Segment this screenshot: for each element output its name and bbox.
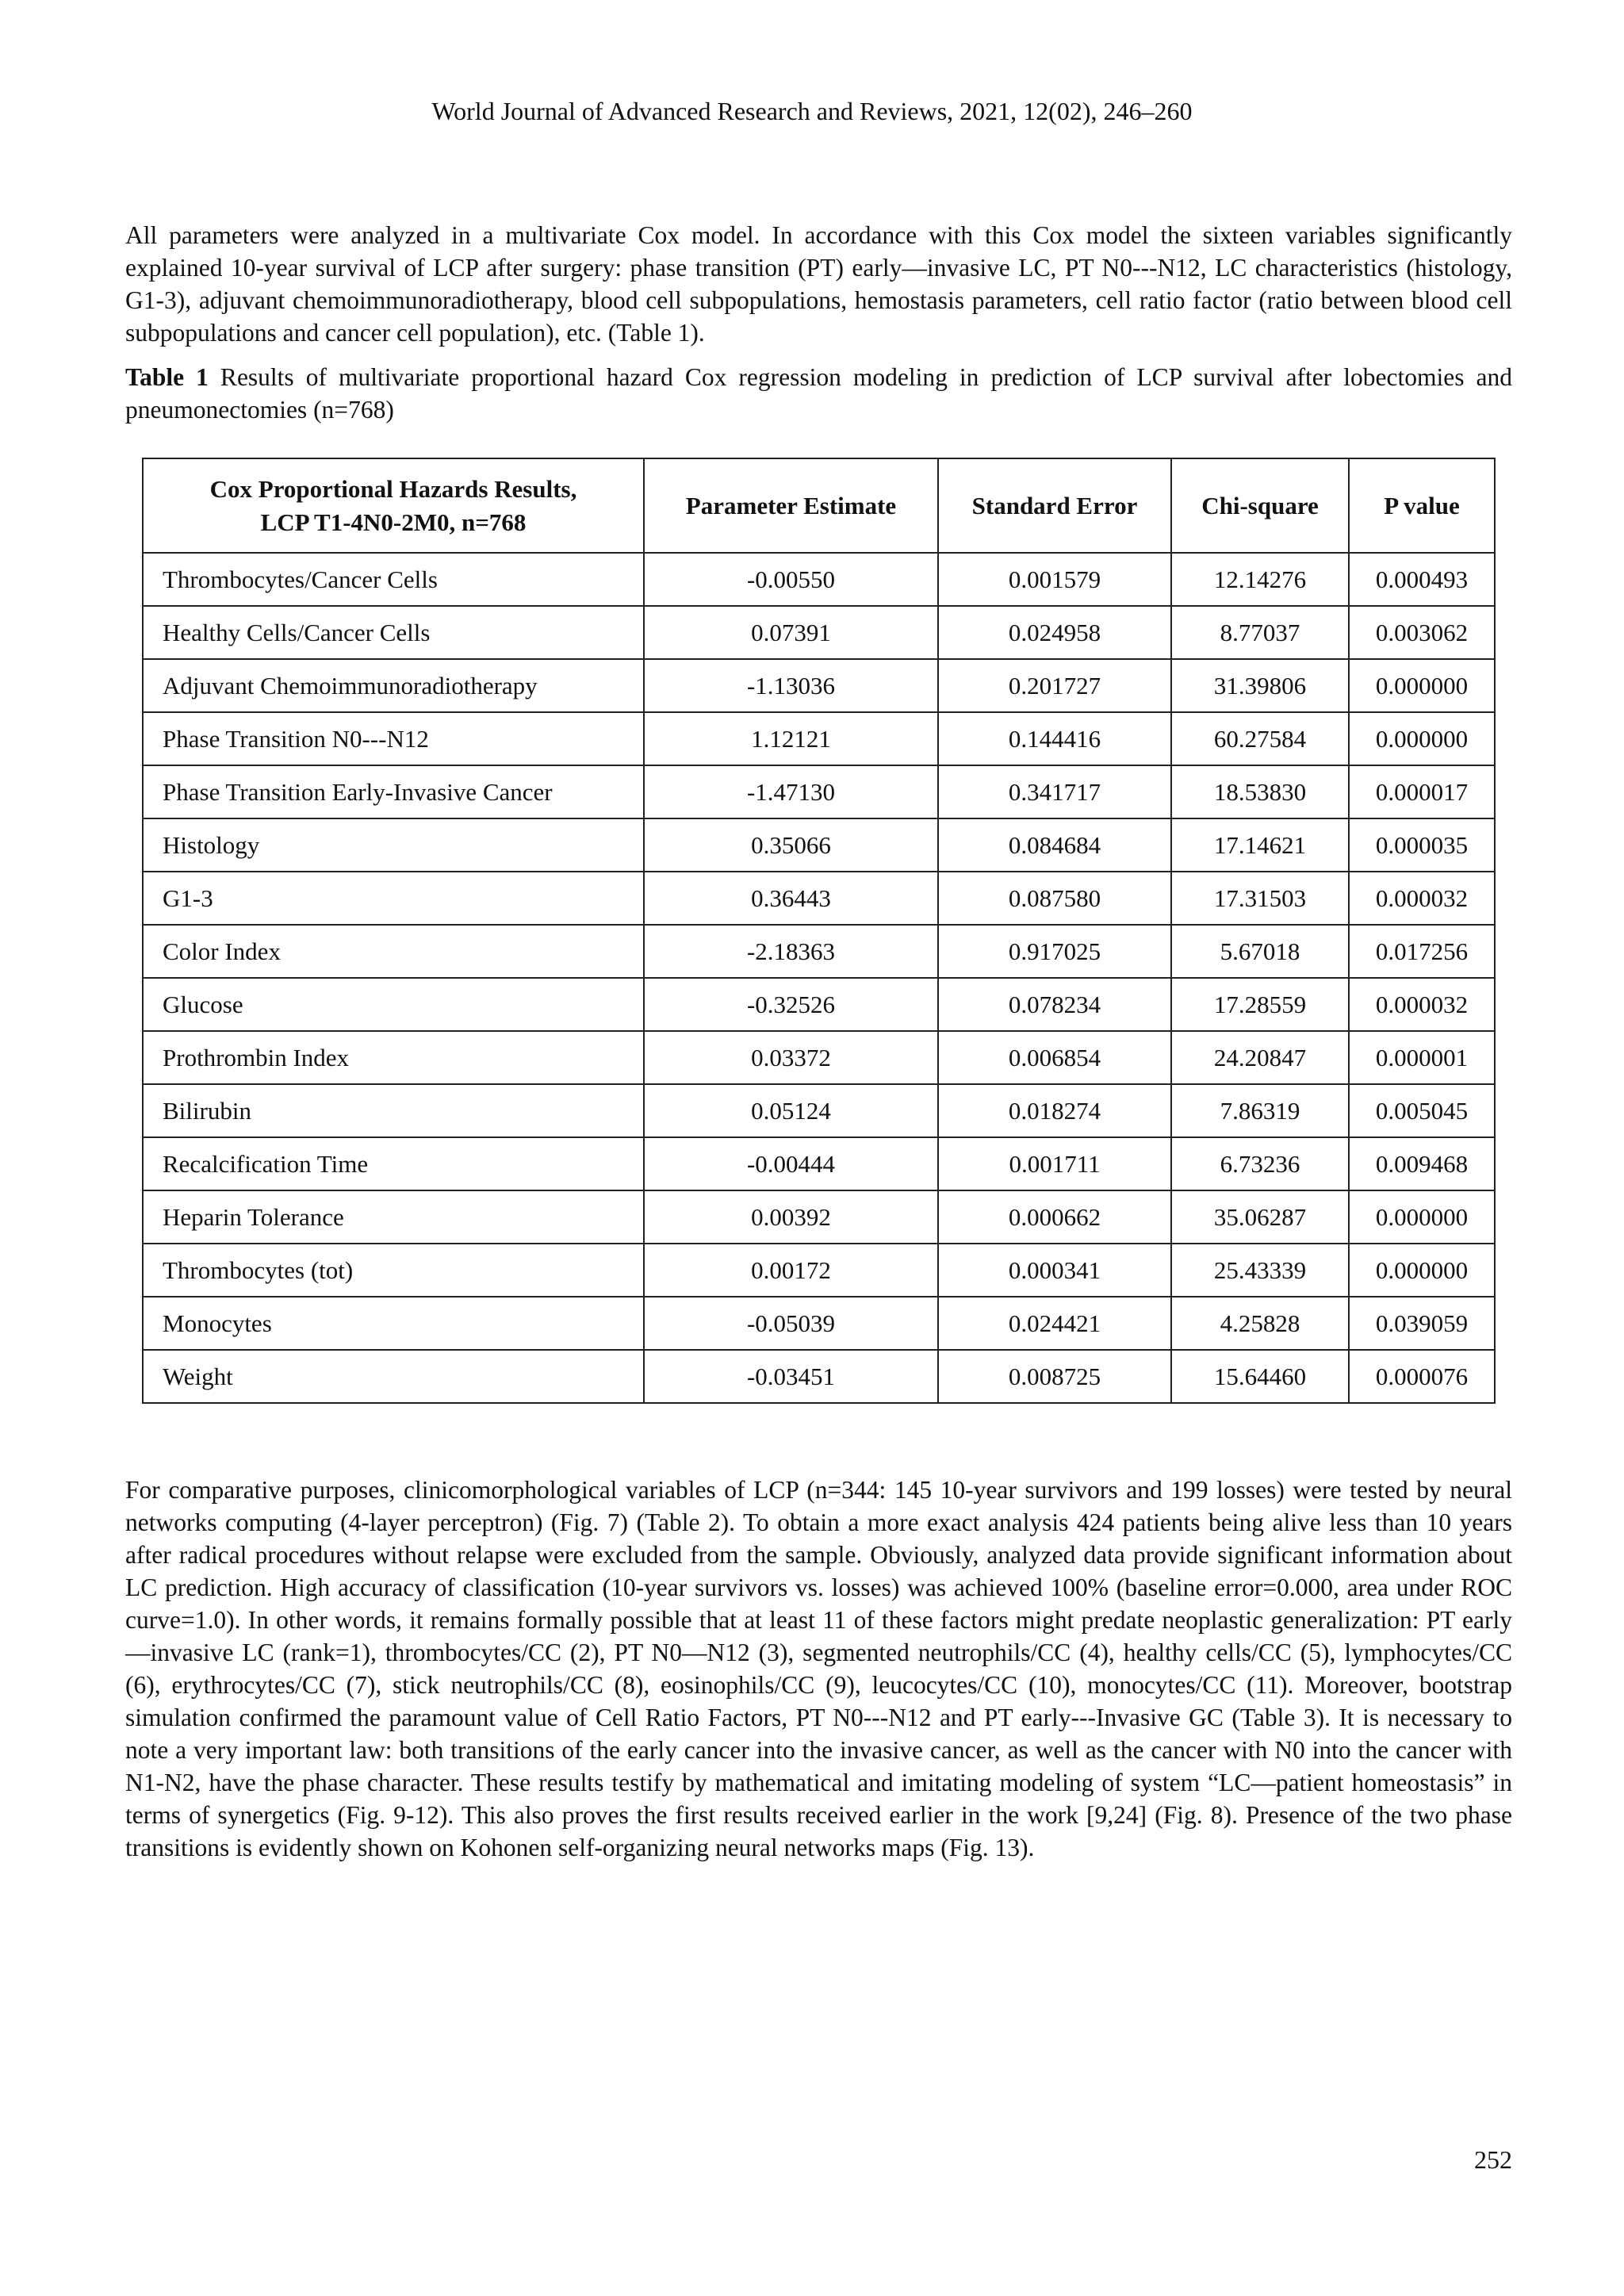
header-line-2: LCP T1-4N0-2M0, n=768 (260, 508, 527, 536)
estimate-cell: 0.03372 (644, 1031, 938, 1084)
variable-cell: Thrombocytes (tot) (143, 1244, 644, 1297)
estimate-cell: 0.36443 (644, 872, 938, 925)
std-error-cell: 0.341717 (938, 765, 1171, 818)
std-error-cell: 0.201727 (938, 659, 1171, 712)
p-value-cell: 0.000032 (1349, 978, 1495, 1031)
table-row (143, 1137, 1495, 1190)
std-error-cell: 0.001579 (938, 553, 1171, 606)
chi-square-cell: 35.06287 (1171, 1190, 1349, 1244)
std-error-cell: 0.000341 (938, 1244, 1171, 1297)
variable-cell: G1-3 (143, 872, 644, 925)
std-error-cell: 0.917025 (938, 925, 1171, 978)
variable-cell: Healthy Cells/Cancer Cells (143, 606, 644, 659)
estimate-cell: 0.00172 (644, 1244, 938, 1297)
variable-cell: Color Index (143, 925, 644, 978)
estimate-cell: 0.07391 (644, 606, 938, 659)
std-error-cell: 0.024421 (938, 1297, 1171, 1350)
chi-square-cell: 31.39806 (1171, 659, 1349, 712)
table-row (143, 978, 1495, 1031)
estimate-cell: -1.47130 (644, 765, 938, 818)
chi-square-cell: 7.86319 (1171, 1084, 1349, 1137)
estimate-cell: 0.05124 (644, 1084, 938, 1137)
table-row (143, 818, 1495, 872)
table-row (143, 553, 1495, 606)
p-value-cell: 0.000017 (1349, 765, 1495, 818)
chi-square-cell: 12.14276 (1171, 553, 1349, 606)
paragraph-cox-model: All parameters were analyzed in a multivariate Cox model. In accordance with this Cox model the sixteen variables significantly explained 10-year survival of LCP after surgery: phase transition (PT) early—invasive LC, PT N0---N12, LC characteristics (histology, G1-3), adjuvant chemoimmunoradiotherapy, blood cell subpopulations, hemostasis parameters, cell ratio factor (ratio between blood cell subpopulations and cancer cell population), etc. (Table 1). (125, 221, 1512, 347)
chi-square-cell: 17.31503 (1171, 872, 1349, 925)
table-row (143, 1350, 1495, 1403)
p-value-cell: 0.005045 (1349, 1084, 1495, 1137)
header-line-1: Cox Proportional Hazards Results, (209, 474, 577, 503)
table-row (143, 1244, 1495, 1297)
variable-cell: Histology (143, 818, 644, 872)
estimate-cell: 0.35066 (644, 818, 938, 872)
estimate-cell: 0.00392 (644, 1190, 938, 1244)
estimate-cell: -2.18363 (644, 925, 938, 978)
chi-square-cell: 24.20847 (1171, 1031, 1349, 1084)
variable-cell: Glucose (143, 978, 644, 1031)
variable-cell: Monocytes (143, 1297, 644, 1350)
estimate-cell: -0.00444 (644, 1137, 938, 1190)
chi-square-cell: 17.28559 (1171, 978, 1349, 1031)
table-row (143, 712, 1495, 765)
std-error-cell: 0.018274 (938, 1084, 1171, 1137)
p-value-cell: 0.017256 (1349, 925, 1495, 978)
chi-square-cell: 15.64460 (1171, 1350, 1349, 1403)
estimate-cell: 1.12121 (644, 712, 938, 765)
estimate-cell: -0.32526 (644, 978, 938, 1031)
table-row (143, 1297, 1495, 1350)
table-row (143, 872, 1495, 925)
variable-cell: Thrombocytes/Cancer Cells (143, 553, 644, 606)
std-error-cell: 0.006854 (938, 1031, 1171, 1084)
column-header-variable (143, 458, 644, 553)
table-caption (125, 361, 1512, 426)
p-value-cell: 0.000032 (1349, 872, 1495, 925)
paragraph-neural-networks: For comparative purposes, clinicomorphological variables of LCP (n=344: 145 10-year survivors and 199 losses) were tested by neural networks computing (4-layer perceptron) (Fig. 7) (Table 2). To obtain a more exact analysis 424 patients being alive less than 10 years after radical procedures without relapse were excluded from the sample. Obviously, analyzed data provide significant information about LC prediction. High accuracy of classification (10-year survivors vs. losses) was achieved 100% (baseline error=0.000, area under ROC curve=1.0). In other words, it remains formally possible that at least 11 of these factors might predate neoplastic generalization: PT early—invasive LC (rank=1), thrombocytes/CC (2), PT N0—N12 (3), segmented neutrophils/CC (4), healthy cells/CC (5), lymphocytes/CC (6), erythrocytes/CC (7), stick neutrophils/CC (8), eosinophils/CC (9), leucocytes/CC (10), monocytes/CC (11). Moreover, bootstrap simulation confirmed the paramount value of Cell Ratio Factors, PT N0---N12 and PT early---Invasive GC (Table 3). It is necessary to note a very important law: both transitions of the early cancer into the invasive cancer, as well as the cancer with N0 into the cancer with N1-N2, have the phase character. These results testify by mathematical and imitating modeling of system “LC—patient homeostasis” in terms of synergetics (Fig. 9-12). This also proves the first results received earlier in the work [9,24] (Fig. 8). Presence of the two phase transitions is evidently shown on Kohonen self-organizing neural networks maps (Fig. 13). (125, 1476, 1512, 1861)
chi-square-cell: 5.67018 (1171, 925, 1349, 978)
p-value-cell: 0.000035 (1349, 818, 1495, 872)
page-number: 252 (1474, 2145, 1512, 2174)
table-row (143, 765, 1495, 818)
variable-cell: Prothrombin Index (143, 1031, 644, 1084)
p-value-cell: 0.039059 (1349, 1297, 1495, 1350)
column-header-std-error: Standard Error (938, 458, 1171, 553)
p-value-cell: 0.000000 (1349, 1190, 1495, 1244)
chi-square-cell: 18.53830 (1171, 765, 1349, 818)
p-value-cell: 0.000000 (1349, 1244, 1495, 1297)
table-row (143, 659, 1495, 712)
chi-square-cell: 4.25828 (1171, 1297, 1349, 1350)
table-row (143, 606, 1495, 659)
table-caption-text: Results of multivariate proportional hazard Cox regression modeling in prediction of LCP survival after lobectomies and pneumonectomies (n=768) (125, 363, 1513, 424)
variable-cell: Phase Transition N0---N12 (143, 712, 644, 765)
p-value-cell: 0.009468 (1349, 1137, 1495, 1190)
p-value-cell: 0.000001 (1349, 1031, 1495, 1084)
table-caption-label: Table 1 (125, 363, 209, 391)
variable-cell: Phase Transition Early-Invasive Cancer (143, 765, 644, 818)
std-error-cell: 0.008725 (938, 1350, 1171, 1403)
estimate-cell: -0.05039 (644, 1297, 938, 1350)
chi-square-cell: 25.43339 (1171, 1244, 1349, 1297)
std-error-cell: 0.084684 (938, 818, 1171, 872)
table-row (143, 1190, 1495, 1244)
p-value-cell: 0.000493 (1349, 553, 1495, 606)
p-value-cell: 0.000076 (1349, 1350, 1495, 1403)
journal-header: World Journal of Advanced Research and Reviews, 2021, 12(02), 246–260 (431, 97, 1193, 125)
variable-cell: Recalcification Time (143, 1137, 644, 1190)
table-header-row (143, 458, 1495, 553)
column-header-p-value: P value (1349, 458, 1495, 553)
variable-cell: Weight (143, 1350, 644, 1403)
estimate-cell: -0.03451 (644, 1350, 938, 1403)
chi-square-cell: 8.77037 (1171, 606, 1349, 659)
std-error-cell: 0.144416 (938, 712, 1171, 765)
std-error-cell: 0.001711 (938, 1137, 1171, 1190)
column-header-chi-square: Chi-square (1171, 458, 1349, 553)
variable-cell: Bilirubin (143, 1084, 644, 1137)
std-error-cell: 0.087580 (938, 872, 1171, 925)
p-value-cell: 0.000000 (1349, 712, 1495, 765)
std-error-cell: 0.000662 (938, 1190, 1171, 1244)
p-value-cell: 0.000000 (1349, 659, 1495, 712)
chi-square-cell: 6.73236 (1171, 1137, 1349, 1190)
estimate-cell: -0.00550 (644, 553, 938, 606)
chi-square-cell: 17.14621 (1171, 818, 1349, 872)
chi-square-cell: 60.27584 (1171, 712, 1349, 765)
variable-cell: Adjuvant Chemoimmunoradiotherapy (143, 659, 644, 712)
estimate-cell: -1.13036 (644, 659, 938, 712)
table-row (143, 925, 1495, 978)
column-header-estimate: Parameter Estimate (644, 458, 938, 553)
table-row (143, 1084, 1495, 1137)
std-error-cell: 0.078234 (938, 978, 1171, 1031)
variable-cell: Heparin Tolerance (143, 1190, 644, 1244)
p-value-cell: 0.003062 (1349, 606, 1495, 659)
table-row (143, 1031, 1495, 1084)
cox-results-table (142, 458, 1496, 1404)
std-error-cell: 0.024958 (938, 606, 1171, 659)
